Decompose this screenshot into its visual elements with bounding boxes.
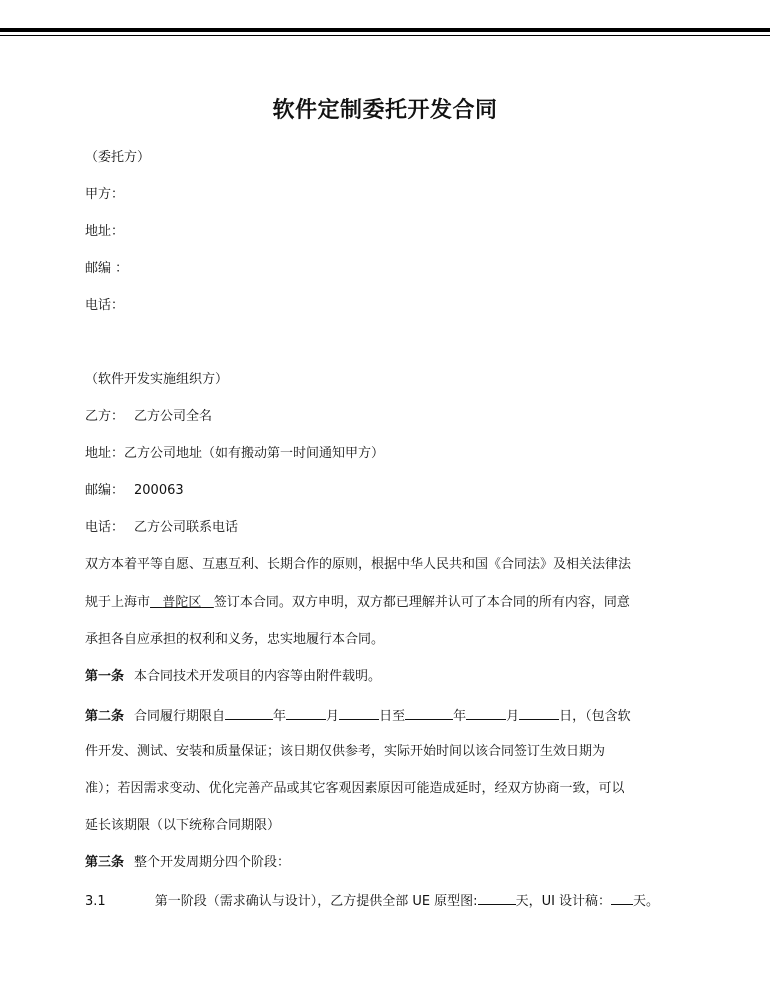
document-title: 软件定制委托开发合同 — [272, 98, 498, 123]
party-b-name-value: 乙方公司全名 — [134, 409, 213, 424]
party-a-name-label: 甲方： — [85, 187, 125, 202]
article-3 — [85, 854, 290, 872]
article-1-text: 本合同技术开发项目的内容等由附件载明。 — [134, 669, 382, 684]
preamble-district: 普陀区 — [162, 595, 202, 610]
article-2-line-2: 件开发、测试、安装和质量保证；该日期仅供参考，实际开始时间以该合同签订生效日期为 — [85, 744, 606, 759]
year-label: 年 — [273, 709, 287, 724]
header-rule-thick — [0, 28, 770, 32]
end-day-blank — [519, 706, 559, 720]
party-a-phone-label: 电话： — [85, 298, 125, 313]
preamble-line-1: 双方本着平等自愿、互惠互利、长期合作的原则，根据中华人民共和国《合同法》及相关法律法 — [85, 557, 632, 572]
article-3-text: 整个开发周期分四个阶段： — [134, 855, 291, 870]
preamble-line-2-prefix: 规于上海市 — [85, 595, 151, 610]
article-3-label: 第三条 — [85, 855, 125, 870]
party-b-phone-value: 乙方公司联系电话 — [134, 520, 239, 535]
end-year-blank — [405, 706, 453, 720]
party-b-address — [85, 445, 384, 463]
article-3-item-1 — [85, 891, 659, 911]
month-label: 月 — [326, 709, 340, 724]
day-to-label: 日至 — [379, 709, 406, 724]
party-b-phone — [85, 519, 238, 537]
party-b-address-value: 乙方公司地址（如有搬动第一时间通知甲方） — [124, 446, 385, 461]
year-label-2: 年 — [453, 709, 467, 724]
article-3-item-text-b: 天，UI 设计稿： — [515, 894, 612, 909]
preamble-line-2-suffix: 签订本合同。双方申明，双方都已理解并认可了本合同的所有内容，同意 — [213, 595, 630, 610]
end-month-blank — [466, 706, 506, 720]
article-1 — [85, 668, 381, 686]
article-2-line-3: 准）；若因需求变动、优化完善产品或其它客观因素原因可能造成延时，经双方协商一致，可以 — [85, 781, 625, 796]
party-a-postcode-label: 邮编 ： — [85, 261, 129, 276]
party-b-postcode-label: 邮编： — [85, 483, 125, 498]
article-3-item-text-c: 天。 — [633, 894, 660, 909]
header-rule-thin — [0, 35, 770, 36]
start-month-blank — [286, 706, 326, 720]
article-3-item-number: 3.1 — [85, 894, 106, 909]
party-b-postcode-value: 200063 — [134, 483, 184, 498]
article-2-text-start: 合同履行期限自 — [134, 709, 226, 724]
party-b-postcode — [85, 482, 184, 500]
day-end-label: 日，（包含软 — [559, 709, 631, 724]
party-b-phone-label: 电话： — [85, 520, 125, 535]
party-b-address-label: 地址： — [85, 446, 125, 461]
party-a-address-label: 地址： — [85, 224, 125, 239]
preamble-line-3: 承担各自应承担的权利和义务，忠实地履行本合同。 — [85, 632, 385, 647]
ui-days-blank — [611, 891, 633, 905]
article-2-line-1 — [85, 706, 631, 726]
month-label-2: 月 — [506, 709, 520, 724]
article-2-line-4: 延长该期限（以下统称合同期限） — [85, 818, 281, 833]
article-3-item-text-a: 第一阶段（需求确认与设计），乙方提供全部 UE 原型图: — [154, 894, 478, 909]
start-year-blank — [225, 706, 273, 720]
preamble-line-2 — [85, 594, 630, 612]
article-1-label: 第一条 — [85, 669, 125, 684]
party-b-name — [85, 408, 212, 426]
party-b-heading: （软件开发实施组织方） — [85, 372, 229, 387]
ue-days-blank — [478, 891, 516, 905]
party-b-name-label: 乙方： — [85, 409, 125, 424]
article-2-label: 第二条 — [85, 709, 125, 724]
start-day-blank — [339, 706, 379, 720]
party-a-heading: （委托方） — [85, 150, 151, 165]
